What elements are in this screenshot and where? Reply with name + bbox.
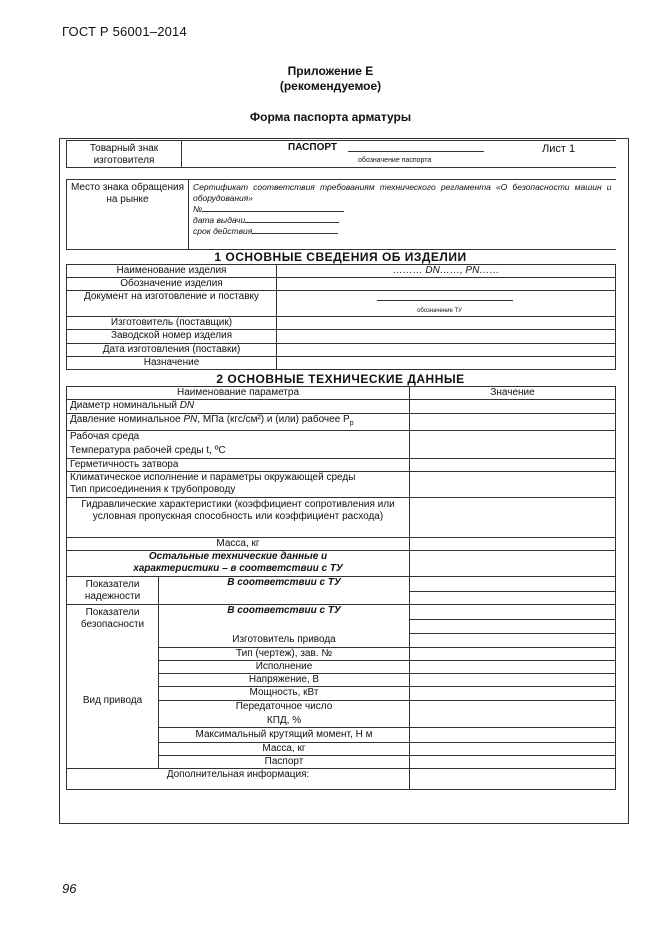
s2-val-safety — [410, 605, 616, 634]
s2-row-reliability: Показатели надежности — [67, 577, 159, 605]
s1-label-manufacturer: Изготовитель (поставщик) — [67, 317, 277, 330]
s1-label-purpose: Назначение — [67, 357, 277, 370]
certificate-date-label: дата выдачи — [193, 215, 246, 225]
drive-item-efficiency: КПД, % — [266, 715, 302, 726]
s2-row-dn — [67, 400, 410, 414]
section2-table — [66, 386, 616, 790]
drive-item-power: Мощность, кВт — [159, 687, 410, 701]
s2-row-pn — [67, 414, 410, 431]
mark-cell — [67, 180, 189, 250]
appendix-title: Приложение Е — [287, 64, 374, 78]
s2-row-drive: Вид привода — [67, 634, 159, 769]
s2-col-name: Наименование параметра — [67, 387, 410, 400]
connect-label: Тип присоединения к трубопроводу — [70, 484, 236, 495]
s1-value-purpose — [277, 357, 616, 370]
s1-label-document: Документ на изготовление и поставку — [67, 291, 277, 317]
drive-val-1 — [410, 648, 616, 661]
page-number: 96 — [62, 881, 77, 896]
trademark-cell — [67, 141, 182, 168]
pn-label: Давление номинальное — [70, 414, 181, 425]
drive-val-7 — [410, 728, 616, 743]
certificate-table — [66, 179, 616, 250]
s2-val-dn — [410, 400, 616, 414]
temp-label: Температура рабочей среды t, ºС — [70, 445, 226, 456]
drive-item-torque: Максимальный крутящий момент, Н м — [159, 728, 410, 743]
section1-table — [66, 264, 616, 370]
drive-val-4 — [410, 687, 616, 701]
s2-val-hydraulic — [410, 498, 616, 538]
drive-val-5 — [410, 701, 616, 728]
s1-value-name: ……… DN……, PN…… — [277, 265, 616, 278]
appendix-subtitle: (рекомендуемое) — [279, 79, 382, 93]
s2-row-mass: Масса, кг — [67, 538, 410, 551]
drive-val-9 — [410, 756, 616, 769]
section2-title: 2 ОСНОВНЫЕ ТЕХНИЧЕСКИЕ ДАННЫЕ — [216, 372, 465, 386]
standard-header: ГОСТ Р 56001–2014 — [62, 24, 187, 39]
drive-item-mass: Масса, кг — [159, 743, 410, 756]
s2-row-additional: Дополнительная информация: — [67, 769, 410, 790]
s2-safety-tu: В соответствии с ТУ — [159, 605, 410, 634]
pn-label-rest: , МПа (кгс/см²) и (или) рабочее Р — [197, 414, 350, 425]
s2-row-climate — [67, 472, 410, 498]
s2-row-medium-temp — [67, 431, 410, 459]
dn-label: Диаметр номинальный — [70, 400, 177, 411]
s2-val-reliability — [410, 577, 616, 605]
passport-caption: обозначение паспорта — [358, 157, 432, 164]
s2-val-pn — [410, 414, 616, 431]
drive-val-2 — [410, 661, 616, 674]
certificate-number-label: № — [193, 204, 203, 214]
s2-reliability-tu: В соответствии с ТУ — [159, 577, 410, 605]
s2-row-tightness: Герметичность затвора — [67, 459, 410, 472]
certificate-validity-label: срок действия — [193, 226, 253, 236]
s2-val-medium-temp — [410, 431, 616, 459]
drive-val-0 — [410, 634, 616, 648]
drive-val-3 — [410, 674, 616, 687]
s1-value-serial — [277, 330, 616, 344]
s2-val-other — [410, 551, 616, 577]
drive-item-manufacturer: Изготовитель привода — [159, 634, 410, 648]
pn-symbol: PN — [183, 414, 198, 425]
s2-val-mass — [410, 538, 616, 551]
pn-subscript: р — [349, 420, 354, 427]
drive-val-8 — [410, 743, 616, 756]
sheet-label: Лист 1 — [542, 143, 576, 155]
trademark-label: Товарный знак изготовителя — [89, 143, 159, 166]
s2-row-other: Остальные технические данные и характеристики – в соответствии с ТУ — [67, 551, 410, 577]
s1-label-date: Дата изготовления (поставки) — [67, 344, 277, 357]
certificate-validity-line — [252, 233, 338, 234]
s2-val-climate — [410, 472, 616, 498]
s2-row-safety: Показатели безопасности — [67, 605, 159, 634]
tu-caption: обозначение ТУ — [417, 308, 462, 314]
drive-item-ratio: Передаточное число — [235, 701, 333, 712]
section1-title: 1 ОСНОВНЫЕ СВЕДЕНИЯ ОБ ИЗДЕЛИИ — [214, 250, 467, 264]
s1-label-designation: Обозначение изделия — [67, 278, 277, 291]
passport-cell — [182, 141, 616, 168]
passport-number-line — [348, 151, 484, 152]
s2-col-value: Значение — [410, 387, 616, 400]
certificate-number-line — [202, 211, 344, 212]
drive-item-voltage: Напряжение, В — [159, 674, 410, 687]
tu-line — [377, 300, 513, 301]
drive-item-type: Тип (чертеж), зав. № — [159, 648, 410, 661]
s1-label-serial: Заводской номер изделия — [67, 330, 277, 344]
passport-header-table — [66, 140, 616, 168]
drive-item-version: Исполнение — [159, 661, 410, 674]
medium-label: Рабочая среда — [70, 431, 140, 442]
s1-label-name: Наименование изделия — [67, 265, 277, 278]
certificate-date-line — [245, 222, 339, 223]
passport-label: ПАСПОРТ — [288, 142, 337, 153]
form-title: Форма паспорта арматуры — [249, 110, 412, 124]
s1-value-date — [277, 344, 616, 357]
climate-label: Климатическое исполнение и параметры окружающей среды — [70, 472, 356, 483]
s2-val-additional — [410, 769, 616, 790]
s2-row-hydraulic: Гидравлические характеристики (коэффициент сопротивления или условная пропускная способность или коэффициент расхода) — [67, 498, 410, 538]
dn-symbol: DN — [179, 400, 195, 411]
mark-label: Место знака обращения на рынке — [70, 182, 185, 205]
s1-value-document — [277, 291, 616, 317]
s1-value-designation — [277, 278, 616, 291]
drive-item-passport: Паспорт — [159, 756, 410, 769]
drive-item-ratio-eff — [159, 701, 410, 728]
s1-value-manufacturer — [277, 317, 616, 330]
s2-val-tightness — [410, 459, 616, 472]
certificate-text: Сертификат соответствия требованиям технического регламента «О безопасности машин и оборудования» — [193, 182, 612, 203]
certificate-cell — [189, 180, 616, 250]
